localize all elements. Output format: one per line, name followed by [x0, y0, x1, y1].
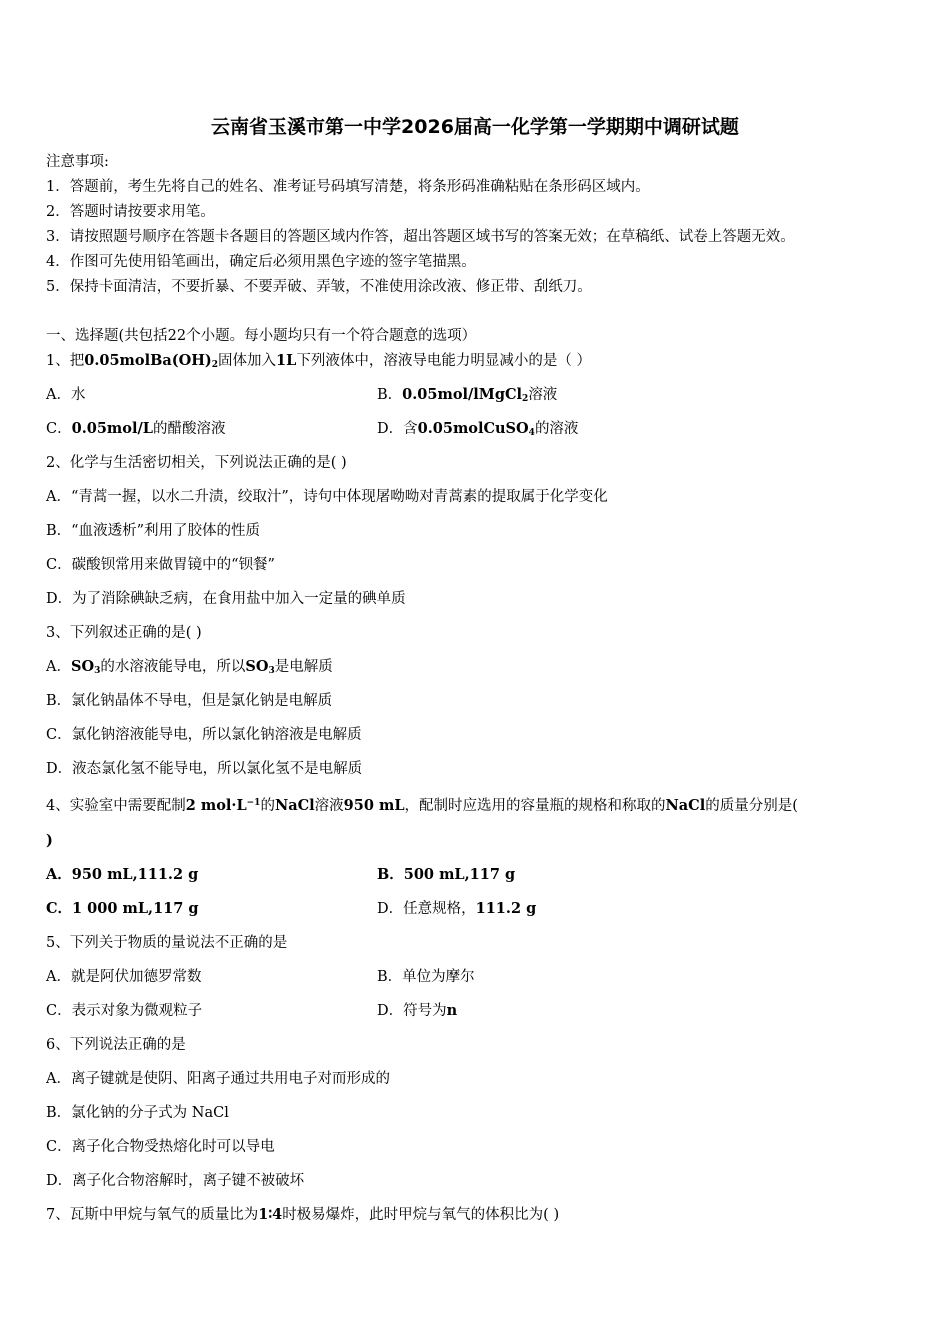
question-4-option-c: C．1 000 mL,117 g — [46, 900, 199, 917]
question-5-stem: 5、下列关于物质的量说法不正确的是 — [46, 935, 288, 951]
question-2-option-a: A．“青蒿一握，以水二升渍，绞取汁”，诗句中体现屠呦呦对青蒿素的提取属于化学变化 — [46, 489, 608, 505]
question-1-stem: 1、把$0.05molBa(OH)_2$固体加入1L下列液体中，溶液导电能力明显减小的是（ ） — [46, 352, 591, 370]
question-2-stem: 2、化学与生活密切相关，下列说法正确的是( ) — [46, 455, 347, 471]
notice-item-1: 1．答题前，考生先将自己的姓名、准考证号码填写清楚，将条形码准确粘贴在条形码区域内。 — [46, 179, 650, 195]
question-3-option-a: A．$SO_3$的水溶液能导电，所以$SO_3$是电解质 — [46, 658, 333, 676]
question-5-option-b: B．单位为摩尔 — [377, 969, 475, 985]
question-1-option-d: D．含0.05molCuSO$_4$的溶液 — [377, 420, 579, 438]
question-1-option-c: C．0.05mol/L的醋酸溶液 — [46, 420, 226, 437]
question-4-stem: 4、实验室中需要配制2 $mol\cdot L^{-1}$的NaCl溶液950 mL，配制时应选用的容量瓶的规格和称取的NaCl的质量分别是( — [46, 797, 798, 814]
question-6-stem: 6、下列说法正确的是 — [46, 1037, 186, 1053]
question-5-option-d: D．符号为n — [377, 1002, 458, 1019]
question-5-option-a: A．就是阿伏加德罗常数 — [46, 969, 202, 985]
question-4-option-a: A．950 mL,111.2 g — [46, 866, 199, 883]
notice-item-4: 4．作图可先使用铅笔画出，确定后必须用黑色字迹的签字笔描黑。 — [46, 254, 476, 270]
notice-item-5: 5．保持卡面清洁，不要折暴、不要弄破、弄皱，不准使用涂改液、修正带、刮纸刀。 — [46, 279, 592, 295]
question-5-option-c: C．表示对象为微观粒子 — [46, 1003, 203, 1019]
question-2-option-b: B．“血液透析”利用了胶体的性质 — [46, 523, 260, 539]
section-heading: 一、选择题(共包括22个小题。每小题均只有一个符合题意的选项） — [46, 328, 477, 344]
question-1-option-b: B．0.05mol/lMgCl$_2$溶液 — [377, 386, 558, 404]
question-6-option-d: D．离子化合物溶解时，离子键不被破坏 — [46, 1173, 305, 1189]
exam-title: 云南省玉溪市第一中学2026届高一化学第一学期期中调研试题 — [211, 116, 739, 138]
question-2-option-d: D．为了消除碘缺乏病，在食用盐中加入一定量的碘单质 — [46, 591, 406, 607]
question-3-option-c: C．氯化钠溶液能导电，所以氯化钠溶液是电解质 — [46, 727, 362, 743]
question-6-option-c: C．离子化合物受热熔化时可以导电 — [46, 1139, 275, 1155]
question-3-option-d: D．液态氯化氢不能导电，所以氯化氢不是电解质 — [46, 761, 363, 777]
question-4-option-b: B．500 mL,117 g — [377, 866, 516, 883]
question-7-stem: 7、瓦斯中甲烷与氧气的质量比为1∶4时极易爆炸，此时甲烷与氧气的体积比为( ) — [46, 1206, 560, 1223]
question-2-option-c: C．碳酸钡常用来做胃镜中的“钡餐” — [46, 557, 275, 573]
notice-item-2: 2．答题时请按要求用笔。 — [46, 204, 215, 220]
question-1-option-a: A．水 — [46, 387, 86, 403]
question-3-option-b: B．氯化钠晶体不导电，但是氯化钠是电解质 — [46, 693, 333, 709]
notice-heading: 注意事项: — [46, 154, 109, 170]
question-6-option-a: A．离子键就是使阴、阳离子通过共用电子对而形成的 — [46, 1071, 390, 1087]
notice-item-3: 3．请按照题号顺序在答题卡各题目的答题区域内作答，超出答题区域书写的答案无效；在草稿纸、试卷上答题无效。 — [46, 229, 795, 245]
question-6-option-b: B．氯化钠的分子式为 NaCl — [46, 1105, 229, 1121]
question-4-option-d: D．任意规格，111.2 g — [377, 900, 537, 917]
question-3-stem: 3、下列叙述正确的是( ) — [46, 625, 202, 641]
question-4-stem-close: ) — [46, 832, 53, 849]
